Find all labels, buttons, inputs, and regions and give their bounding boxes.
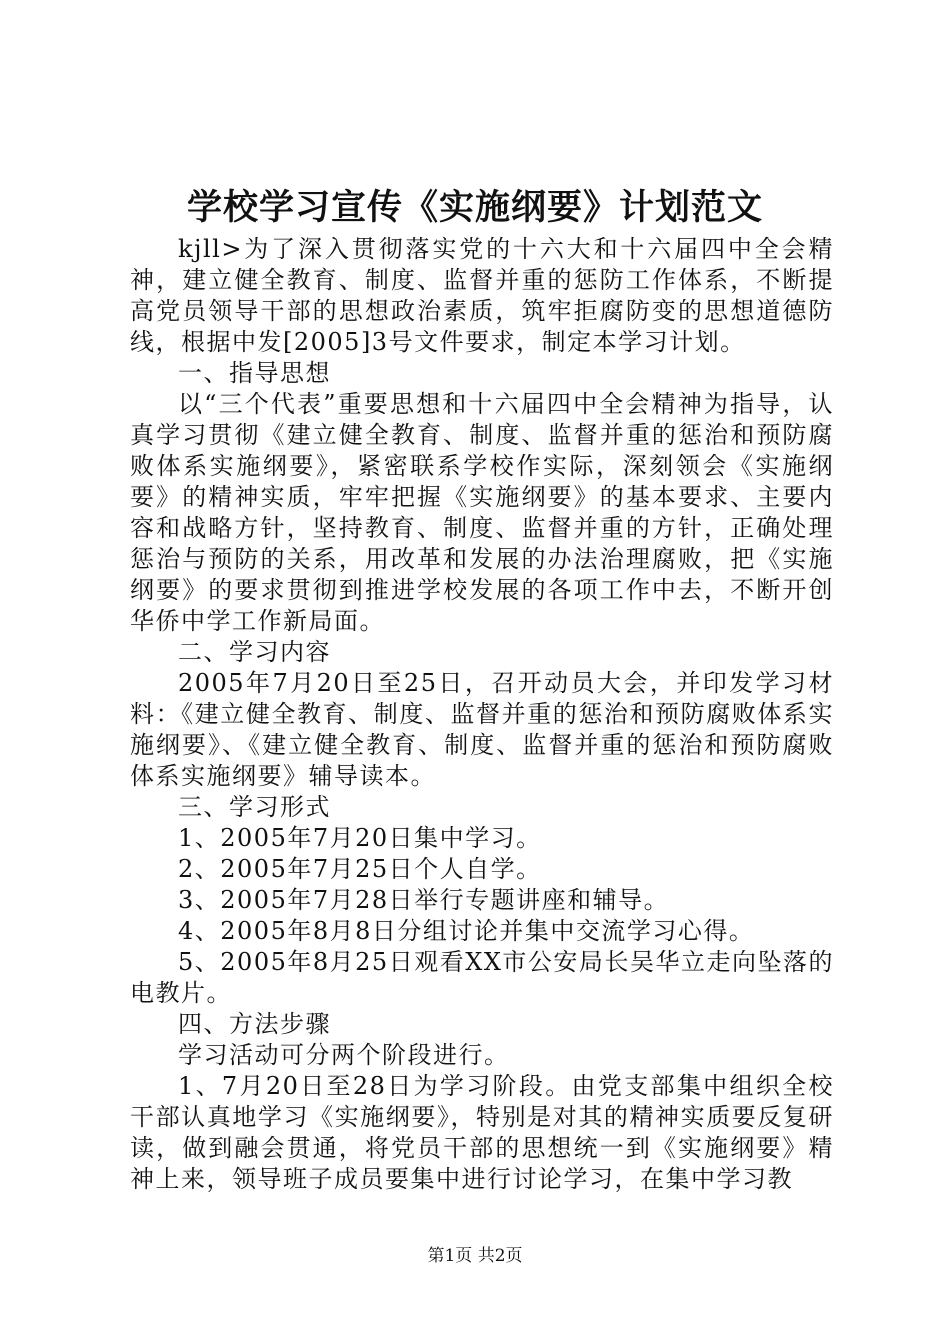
heading-study-content: 二、学习内容 [178, 638, 331, 666]
heading-method-steps: 四、方法步骤 [178, 1010, 331, 1038]
heading-guiding-thought: 一、指导思想 [178, 359, 331, 387]
paragraph-guiding-thought: 以“三个代表”重要思想和十六届四中全会精神为指导，认真学习贯彻《建立健全教育、制度、监督并重的惩治和预防腐败体系实施纲要》，紧密联系学校作实际，深刻领会《实施纲要》的精神实质，牢牢把握《实施纲要》的基本要求、主要内容和战略方针，坚持教育、制度、监督并重的方针，正确处理惩治与预防的关系，用改革和发展的办法治理腐败，把《实施纲要》的要求贯彻到推进学校发展的各项工作中去，不断开创华侨中学工作新局面。 [130, 390, 834, 635]
paragraph-intro: kjll>为了深入贯彻落实党的十六大和十六届四中全会精神，建立健全教育、制度、监督并重的惩防工作体系，不断提高党员领导干部的思想政治素质，筑牢拒腐防变的思想道德防线，根据中发[2005]3号文件要求，制定本学习计划。 [130, 235, 834, 356]
list-item-form-5: 5、2005年8月25日观看XX市公安局长吴华立走向坠落的电教片。 [130, 948, 834, 1007]
heading-study-form: 三、学习形式 [178, 793, 331, 821]
list-item-form-3: 3、2005年7月28日举行专题讲座和辅导。 [178, 886, 670, 914]
list-item-form-2: 2、2005年7月25日个人自学。 [178, 855, 542, 883]
list-item-form-1: 1、2005年7月20日集中学习。 [178, 824, 542, 852]
paragraph-study-content: 2005年7月20日至25日，召开动员大会，并印发学习材料：《建立健全教育、制度、监督并重的惩治和预防腐败体系实施纲要》、《建立健全教育、制度、监督并重的惩治和预防腐败体系实施纲要》辅导读本。 [130, 669, 834, 790]
paragraph-method-stage-1: 1、7月20日至28日为学习阶段。由党支部集中组织全校干部认真地学习《实施纲要》，特别是对其的精神实质要反复研读，做到融会贯通，将党员干部的思想统一到《实施纲要》精神上来，领导班子成员要集中进行讨论学习，在集中学习教 [130, 1072, 834, 1193]
paragraph-method-intro: 学习活动可分两个阶段进行。 [178, 1041, 510, 1069]
list-item-form-4: 4、2005年8月8日分组讨论并集中交流学习心得。 [178, 917, 755, 945]
document-title: 学校学习宣传《实施纲要》计划范文 [186, 187, 763, 228]
page-footer: 第1页 共2页 [427, 1246, 523, 1266]
document-body [130, 234, 834, 1195]
